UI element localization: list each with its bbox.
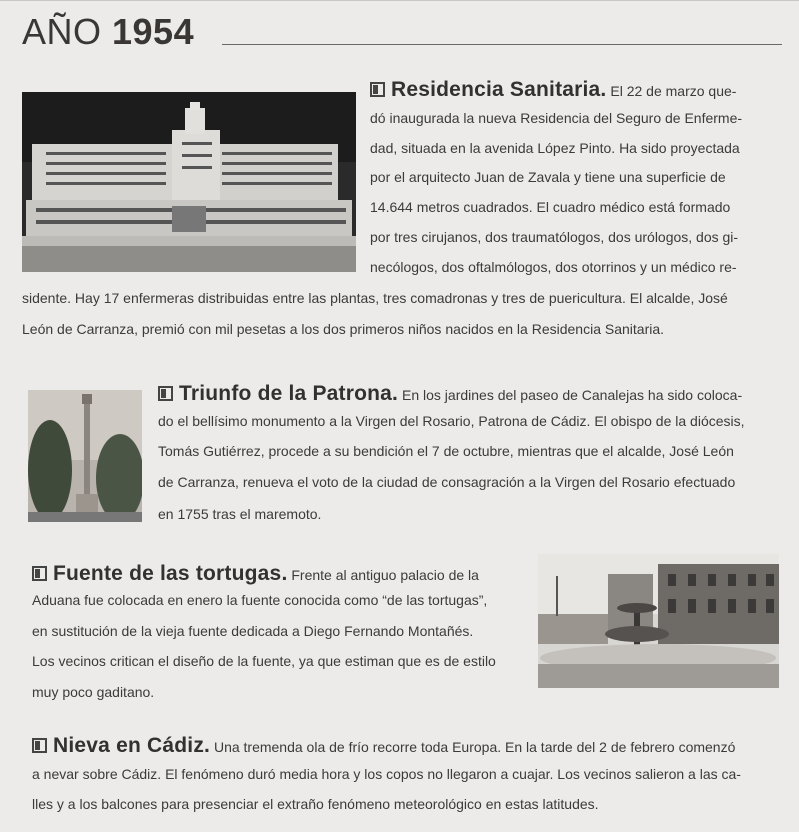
page-header — [22, 8, 782, 50]
patrona-line: en 1755 tras el maremoto. — [158, 506, 322, 522]
nieva-line: Una tremenda ola de frío recorre toda Europa. En la tarde del 2 de febrero comenzó — [213, 739, 736, 755]
hospital-building-photo — [22, 92, 356, 272]
patrona-line: de Carranza, renueva el voto de la ciudad de consagración a la Virgen del Rosario efectuado — [158, 474, 736, 490]
fuente-line: en sustitución de la vieja fuente dedicada a Diego Fernando Montañés. — [32, 623, 474, 639]
nieva-title: Nieva en Cádiz. — [53, 734, 211, 757]
residencia-line: por el arquitecto Juan de Zavala y tiene una superficie de — [370, 169, 726, 185]
residencia-heading — [370, 78, 736, 102]
residencia-line: 14.644 metros cuadrados. El cuadro médico está formado — [370, 199, 731, 215]
residencia-line: sidente. Hay 17 enfermeras distribuidas entre las plantas, tres comadronas y tres de puericultura. El alcalde, José — [22, 290, 728, 306]
fuente-heading — [32, 562, 479, 586]
fuente-line: Frente al antiguo palacio de la — [291, 567, 479, 583]
fuente-line: Los vecinos critican el diseño de la fuente, ya que estiman que es de estilo — [32, 653, 496, 669]
fuente-line: Aduana fue colocada en enero la fuente conocida como “de las tortugas”, — [32, 592, 488, 608]
fuente-title: Fuente de las tortugas. — [53, 562, 288, 585]
patrona-title: Triunfo de la Patrona. — [179, 382, 399, 405]
square-bullet-icon — [32, 566, 47, 581]
square-bullet-icon — [158, 386, 173, 401]
nieva-line: a nevar sobre Cádiz. El fenómeno duró media hora y los copos no llegaron a cuajar. Los vecinos salieron a las ca- — [32, 766, 741, 782]
residencia-line: dad, situada en la avenida López Pinto. Ha sido proyectada — [370, 140, 740, 156]
nieva-line: lles y a los balcones para presenciar el extraño fenómeno meteorológico en estas latitudes. — [32, 796, 599, 812]
residencia-line: El 22 de marzo que- — [610, 83, 737, 99]
monument-column-photo — [28, 390, 142, 522]
residencia-line: necólogos, dos oftalmólogos, dos otorrinos y un médico re- — [370, 259, 737, 275]
fuente-line: muy poco gaditano. — [32, 684, 155, 700]
residencia-line: León de Carranza, premió con mil pesetas a los dos primeros niños nacidos en la Residencia Sanitaria. — [22, 321, 665, 337]
patrona-line: Tomás Gutiérrez, procede a su bendición el 7 de octubre, mientras que el alcalde, José León — [158, 443, 734, 459]
patrona-line: do el bellísimo monumento a la Virgen del Rosario, Patrona de Cádiz. El obispo de la diócesis, — [158, 413, 745, 429]
residencia-line: dó inaugurada la nueva Residencia del Seguro de Enferme- — [370, 110, 743, 126]
year-number: 1954 — [112, 11, 195, 52]
header-rule — [222, 44, 782, 45]
patrona-line: En los jardines del paseo de Canalejas ha sido coloca- — [402, 387, 743, 403]
square-bullet-icon — [370, 82, 385, 97]
year-label: AÑO — [22, 11, 113, 52]
nieva-heading — [32, 734, 735, 758]
top-divider — [0, 0, 799, 1]
square-bullet-icon — [32, 738, 47, 753]
fountain-plaza-photo — [538, 554, 779, 688]
page-title — [22, 12, 194, 52]
residencia-title: Residencia Sanitaria. — [391, 78, 607, 101]
patrona-heading — [158, 382, 742, 406]
residencia-line: por tres cirujanos, dos traumatólogos, dos urólogos, dos gi- — [370, 229, 739, 245]
